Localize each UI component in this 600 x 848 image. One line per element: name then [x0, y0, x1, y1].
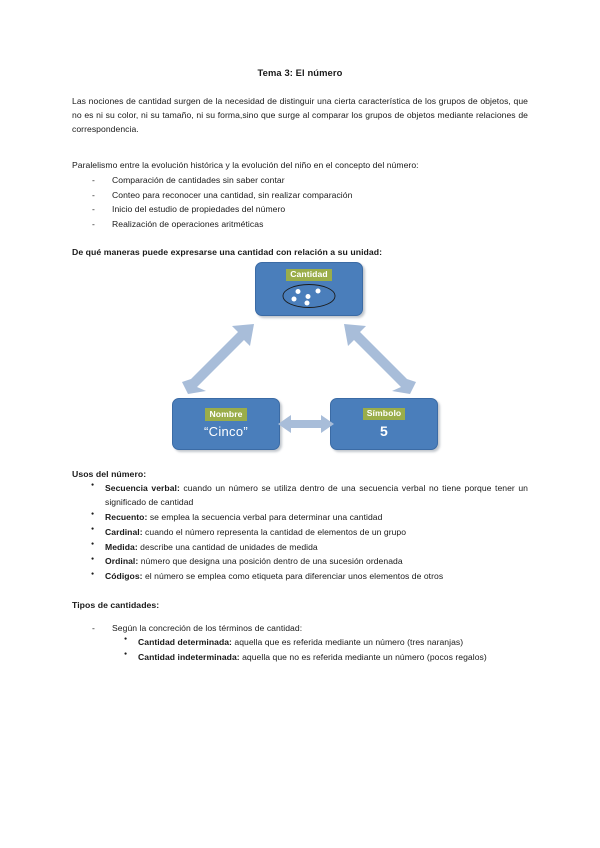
list-item [72, 511, 528, 525]
node-label-nombre: Nombre [205, 408, 246, 420]
parallelism-list [72, 173, 528, 232]
diagram-node-cantidad [255, 262, 363, 316]
double-arrow-nombre-cantidad-icon [180, 322, 258, 402]
quantity-expression-diagram [72, 260, 528, 468]
double-arrow-nombre-simbolo-icon [278, 413, 334, 435]
page-title: Tema 3: El número [257, 67, 343, 78]
node-label-cantidad: Cantidad [286, 269, 332, 281]
double-arrow-cantidad-simbolo-icon [340, 322, 418, 402]
item-term: Secuencia verbal: [105, 482, 180, 493]
item-text: se emplea la secuencia verbal para determinar una cantidad [147, 511, 383, 522]
list-item [72, 636, 528, 650]
item-text: cuando el número representa la cantidad de elementos de un grupo [142, 526, 407, 537]
list-item [72, 541, 528, 555]
list-item: - Conteo para reconocer una cantidad, sin realizar comparación [72, 188, 528, 203]
diagram-node-simbolo [330, 398, 438, 450]
list-item [72, 526, 528, 540]
types-heading: Tipos de cantidades: [72, 600, 160, 611]
diagram-node-nombre [172, 398, 280, 450]
item-text: aquella que es referida mediante un número (tres naranjas) [231, 636, 464, 647]
list-item: - Inicio del estudio de propiedades del número [72, 202, 528, 217]
list-item [72, 555, 528, 569]
expression-heading: De qué maneras puede expresarse una cantidad con relación a su unidad: [72, 246, 383, 257]
types-criterion-list [72, 621, 528, 636]
node-value-simbolo: 5 [379, 423, 389, 440]
types-list [72, 636, 528, 665]
item-term: Medida: [105, 541, 138, 552]
item-term: Cardinal: [105, 526, 143, 537]
list-item: - Realización de operaciones aritméticas [72, 217, 528, 232]
item-term: Ordinal: [105, 556, 139, 567]
item-text: describe una cantidad de unidades de medida [137, 541, 318, 552]
list-item: - Según la concreción de los términos de cantidad: [72, 621, 528, 636]
list-item: - Comparación de cantidades sin saber contar [72, 173, 528, 188]
list-item [72, 482, 528, 510]
uses-list [72, 482, 528, 584]
intro-paragraph: Las nociones de cantidad surgen de la necesidad de distinguir una cierta característica de los grupos de objetos, que no es ni su color, ni su tamaño, ni su forma,sino que surge al comparar los grupos de objetos mediante relaciones de correspondencia. [72, 96, 528, 134]
item-term: Códigos: [105, 571, 143, 582]
item-text: número que designa una posición dentro de una sucesión ordenada [138, 556, 403, 567]
parallelism-lead: Paralelismo entre la evolución histórica y la evolución del niño en el concepto del número: [72, 159, 419, 170]
item-term: Cantidad indeterminada: [138, 651, 240, 662]
node-label-simbolo: Símbolo [363, 408, 406, 420]
item-text: el número se emplea como etiqueta para diferenciar unos elementos de otros [142, 571, 444, 582]
list-item [72, 570, 528, 584]
five-dots-ellipse-icon [280, 283, 338, 309]
item-text: cuando un número se utiliza dentro de una secuencia verbal no tiene porque tener un significado de cantidad [105, 482, 528, 507]
document-content [72, 66, 528, 666]
list-item [72, 651, 528, 665]
node-value-nombre: “Cinco” [204, 423, 248, 439]
uses-heading: Usos del número: [72, 468, 147, 479]
item-term: Cantidad determinada: [138, 636, 232, 647]
item-text: aquella que no es referida mediante un número (pocos regalos) [239, 651, 487, 662]
item-term: Recuento: [105, 511, 148, 522]
